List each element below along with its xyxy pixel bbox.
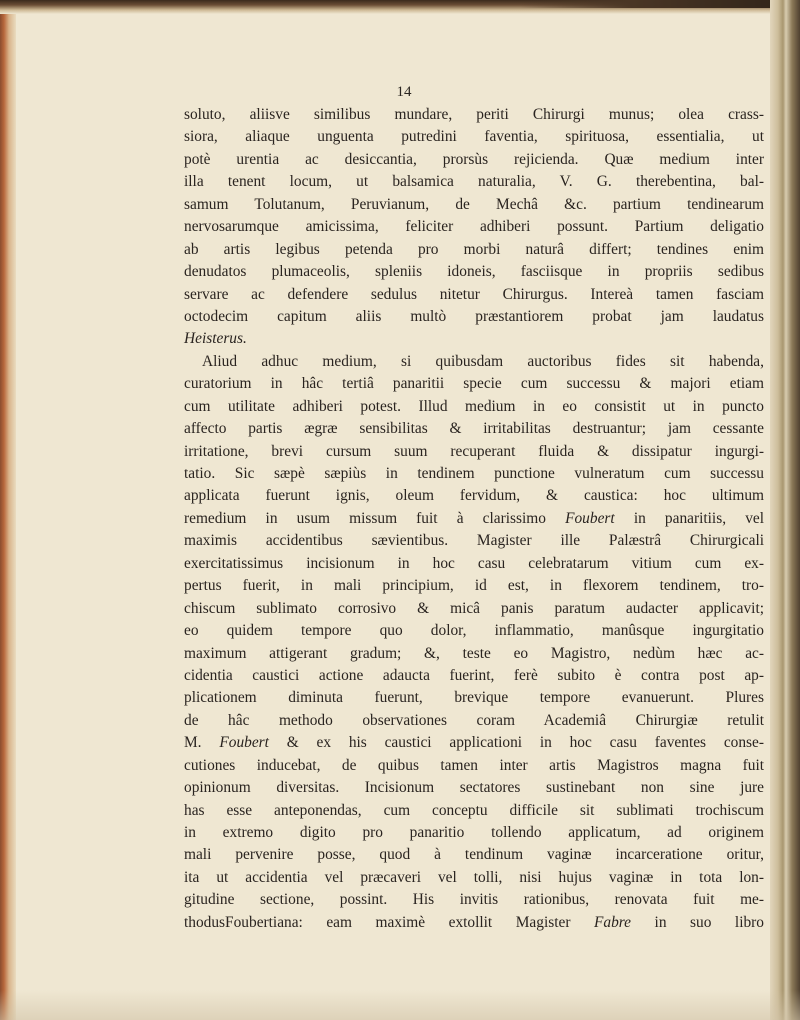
italic-name: Heisterus. xyxy=(184,330,247,348)
text-segment: potè urentia ac desiccantia, prorsùs rejicienda. Quæ medium inter xyxy=(184,150,764,168)
right-page-edges xyxy=(770,0,800,1020)
text-segment: siora, aliaque unguenta putredini faventia, spirituosa, essentialia, ut xyxy=(184,128,764,146)
text-segment: ita ut accidentia vel præcaveri vel tolli, nisi hujus vaginæ in tota lon- xyxy=(184,868,764,886)
text-line xyxy=(184,396,764,418)
body-text xyxy=(184,104,764,934)
text-line xyxy=(184,755,764,777)
text-segment: affecto partis ægræ sensibilitas & irritabilitas destruantur; jam cessante xyxy=(184,420,764,438)
text-line xyxy=(184,418,764,440)
text-segment: opinionum diversitas. Incisionum sectatores sustinebant non sine jure xyxy=(184,779,764,797)
text-line xyxy=(184,149,764,171)
text-line xyxy=(184,575,764,597)
text-line xyxy=(184,373,764,395)
text-segment: nervosarumque amicissima, feliciter adhiberi possunt. Partium deligatio xyxy=(184,218,764,236)
text-line xyxy=(184,889,764,911)
text-segment: cutiones inducebat, de quibus tamen inter artis Magistros magna fuit xyxy=(184,756,764,774)
text-line xyxy=(184,306,764,328)
text-segment: pertus fuerit, in mali principium, id est, in flexorem tendinem, tro- xyxy=(184,577,764,595)
text-segment: soluto, aliisve similibus mundare, periti Chirurgi munus; olea crass- xyxy=(184,106,764,123)
text-segment: maximum attigerant gradum; &, teste eo Magistro, nedùm hæc ac- xyxy=(184,644,764,662)
text-segment: irritatione, brevi cursum suum recuperant fluida & dissipatur ingurgi- xyxy=(184,442,764,460)
text-line xyxy=(184,485,764,507)
text-line xyxy=(184,732,764,754)
text-line xyxy=(184,687,764,709)
text-segment: de hâc methodo observationes coram Academiâ Chirurgiæ retulit xyxy=(184,711,764,729)
text-segment: denudatos plumaceolis, spleniis idoneis, fasciisque in propriis sedibus xyxy=(184,263,764,281)
text-segment: curatorium in hâc tertiâ panaritii specie cum successu & majori etiam xyxy=(184,375,764,393)
text-line xyxy=(184,508,764,530)
italic-name: Fabre xyxy=(593,913,632,931)
text-line xyxy=(184,171,764,193)
text-line xyxy=(184,912,764,934)
text-line xyxy=(184,530,764,552)
text-segment: in panaritiis, vel xyxy=(614,509,764,527)
text-line xyxy=(184,441,764,463)
text-segment: illa tenent locum, ut balsamica naturalia, V. G. therebentina, bal- xyxy=(184,173,764,191)
text-segment: exercitatissimus incisionum in hoc casu celebratarum vitium cum ex- xyxy=(184,554,764,572)
text-segment: has esse anteponendas, cum conceptu difficile sit sublimati trochiscum xyxy=(184,801,764,819)
text-segment: & ex his caustici applicationi in hoc casu faventes conse- xyxy=(268,734,765,752)
text-line xyxy=(184,239,764,261)
text-line xyxy=(184,553,764,575)
text-segment: ab artis legibus petenda pro morbi naturâ differt; tendines enim xyxy=(184,240,764,258)
text-segment: tatio. Sic sæpè sæpiùs in tendinem punctione vulneratum cum successu xyxy=(184,465,764,482)
top-page-shadow xyxy=(520,0,800,8)
text-line xyxy=(184,710,764,732)
text-segment: remedium in usum missum fuit à clarissimo xyxy=(184,509,566,527)
text-line xyxy=(184,261,764,283)
text-line xyxy=(184,620,764,642)
text-line xyxy=(184,844,764,866)
text-line xyxy=(184,194,764,216)
text-segment: thodusFoubertiana: eam maximè extollit Magister xyxy=(184,913,594,931)
text-line xyxy=(184,822,764,844)
text-segment: applicata fuerunt ignis, oleum fervidum, & caustica: hoc ultimum xyxy=(184,487,764,505)
text-line xyxy=(184,216,764,238)
italic-name: Foubert xyxy=(219,734,269,752)
page-number: 14 xyxy=(396,84,412,100)
text-line xyxy=(184,598,764,620)
text-segment: mali pervenire posse, quod à tendinum vaginæ incarceratione oritur, xyxy=(184,846,764,864)
text-line xyxy=(184,800,764,822)
left-binding-edge xyxy=(0,0,16,1020)
text-segment: maximis accidentibus sævientibus. Magister ille Palæstrâ Chirurgicali xyxy=(184,532,764,550)
text-line xyxy=(184,351,764,373)
text-segment: M. xyxy=(184,734,220,752)
text-line xyxy=(184,777,764,799)
text-segment: in extremo digito pro panaritio tollendo applicatum, ad originem xyxy=(184,824,764,841)
text-segment: Aliud adhuc medium, si quibusdam auctoribus fides sit habenda, xyxy=(202,352,764,370)
text-line xyxy=(184,643,764,665)
text-line xyxy=(184,463,764,485)
text-segment: plicationem diminuta fuerunt, brevique tempore evanuerunt. Plures xyxy=(184,689,764,707)
text-segment: cum utilitate adhiberi potest. Illud medium in eo consistit ut in puncto xyxy=(184,397,764,415)
text-segment: in suo libro xyxy=(631,913,764,931)
text-line xyxy=(184,665,764,687)
text-segment: eo quidem tempore quo dolor, inflammatio, manûsque ingurgitatio xyxy=(184,622,764,640)
text-line xyxy=(184,867,764,889)
text-line xyxy=(184,126,764,148)
text-line xyxy=(184,284,764,306)
text-segment: cidentia caustici actione adaucta fuerint, ferè subito è contra post ap- xyxy=(184,666,764,684)
text-line xyxy=(184,104,764,126)
text-segment: servare ac defendere sedulus nitetur Chirurgus. Intereà tamen fasciam xyxy=(184,285,764,303)
italic-name: Foubert xyxy=(565,509,615,527)
text-segment: octodecim capitum aliis multò præstantiorem probat jam laudatus xyxy=(184,307,764,325)
text-segment: samum Tolutanum, Peruvianum, de Mechâ &c. partium tendinearum xyxy=(184,195,764,213)
text-line xyxy=(184,328,764,350)
text-segment: chiscum sublimato corrosivo & micâ panis paratum audacter applicavit; xyxy=(184,599,764,617)
bottom-page-shade xyxy=(0,990,800,1020)
text-segment: gitudine sectione, possint. His invitis rationibus, renovata fuit me- xyxy=(184,891,764,909)
